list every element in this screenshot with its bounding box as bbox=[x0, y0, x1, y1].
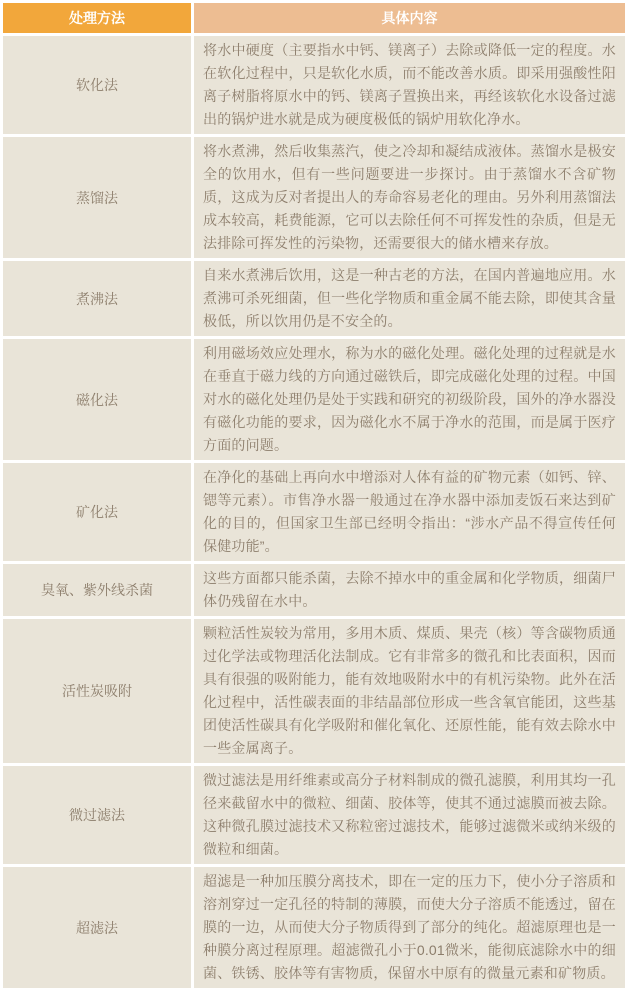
method-cell: 煮沸法 bbox=[3, 261, 191, 336]
content-cell: 微过滤法是用纤维素或高分子材料制成的微孔滤膜，利用其均一孔径来截留水中的微粒、细菌、胶体等，使其不通过滤膜而被去除。这种微孔膜过滤技术又称粒密过滤技术，能够过滤微米或纳米级的微粒和细菌。 bbox=[194, 766, 625, 864]
content-cell: 超滤是一种加压膜分离技术，即在一定的压力下，使小分子溶质和溶剂穿过一定孔径的特制的薄膜，而使大分子溶质不能透过，留在膜的一边，从而使大分子物质得到了部分的纯化。超滤原理也是一种膜分离过程原理。超滤微孔小于0.01微米，能彻底滤除水中的细菌、铁锈、胶体等有害物质，保留水中原有的微量元素和矿物质。 bbox=[194, 867, 625, 988]
method-cell: 超滤法 bbox=[3, 867, 191, 988]
content-cell: 自来水煮沸后饮用，这是一种古老的方法，在国内普遍地应用。水煮沸可杀死细菌，但一些化学物质和重金属不能去除，即使其含量极低，所以饮用仍是不安全的。 bbox=[194, 261, 625, 336]
header-row bbox=[3, 3, 625, 33]
table-header bbox=[3, 3, 625, 33]
table-row bbox=[3, 766, 625, 864]
header-content: 具体内容 bbox=[194, 3, 625, 33]
table-row bbox=[3, 261, 625, 336]
header-method: 处理方法 bbox=[3, 3, 191, 33]
table-row bbox=[3, 339, 625, 460]
table-row bbox=[3, 619, 625, 763]
method-cell: 矿化法 bbox=[3, 463, 191, 561]
content-cell: 将水煮沸，然后收集蒸汽，使之冷却和凝结成液体。蒸馏水是极安全的饮用水，但有一些问题要进一步探讨。由于蒸馏水不含矿物质，这成为反对者提出人的寿命容易老化的理由。另外利用蒸馏法成本较高，耗费能源，它可以去除任何不可挥发性的杂质，但是无法排除可挥发性的污染物，还需要很大的储水槽来存放。 bbox=[194, 137, 625, 258]
table-row bbox=[3, 867, 625, 988]
table-row bbox=[3, 36, 625, 134]
method-cell: 活性炭吸附 bbox=[3, 619, 191, 763]
method-cell: 软化法 bbox=[3, 36, 191, 134]
content-cell: 在净化的基础上再向水中增添对人体有益的矿物元素（如钙、锌、锶等元素）。市售净水器一般通过在净水器中添加麦饭石来达到矿化的目的，但国家卫生部已经明令指出：“涉水产品不得宣传任何保健功能”。 bbox=[194, 463, 625, 561]
content-cell: 这些方面都只能杀菌，去除不掉水中的重金属和化学物质，细菌尸体仍残留在水中。 bbox=[194, 564, 625, 616]
table-body bbox=[3, 36, 625, 988]
content-cell: 利用磁场效应处理水，称为水的磁化处理。磁化处理的过程就是水在垂直于磁力线的方向通过磁铁后，即完成磁化处理的过程。中国对水的磁化处理仍是处于实践和研究的初级阶段，国外的净水器没有磁化功能的要求，因为磁化水不属于净水的范围，而是属于医疗方面的问题。 bbox=[194, 339, 625, 460]
table-row bbox=[3, 137, 625, 258]
content-cell: 颗粒活性炭较为常用，多用木质、煤质、果壳（核）等含碳物质通过化学法或物理活化法制成。它有非常多的微孔和比表面积，因而具有很强的吸附能力，能有效地吸附水中的有机污染物。此外在活化过程中，活性碳表面的非结晶部位形成一些含氧官能团，这些基团使活性碳具有化学吸附和催化氧化、还原性能，能有效去除水中一些金属离子。 bbox=[194, 619, 625, 763]
method-cell: 臭氧、紫外线杀菌 bbox=[3, 564, 191, 616]
table-row bbox=[3, 463, 625, 561]
method-cell: 蒸馏法 bbox=[3, 137, 191, 258]
table-row bbox=[3, 564, 625, 616]
method-cell: 微过滤法 bbox=[3, 766, 191, 864]
content-cell: 将水中硬度（主要指水中钙、镁离子）去除或降低一定的程度。水在软化过程中，只是软化水质，而不能改善水质。即采用强酸性阳离子树脂将原水中的钙、镁离子置换出来，再经该软化水设备过滤出的锅炉进水就是成为硬度极低的锅炉用软化净水。 bbox=[194, 36, 625, 134]
method-cell: 磁化法 bbox=[3, 339, 191, 460]
